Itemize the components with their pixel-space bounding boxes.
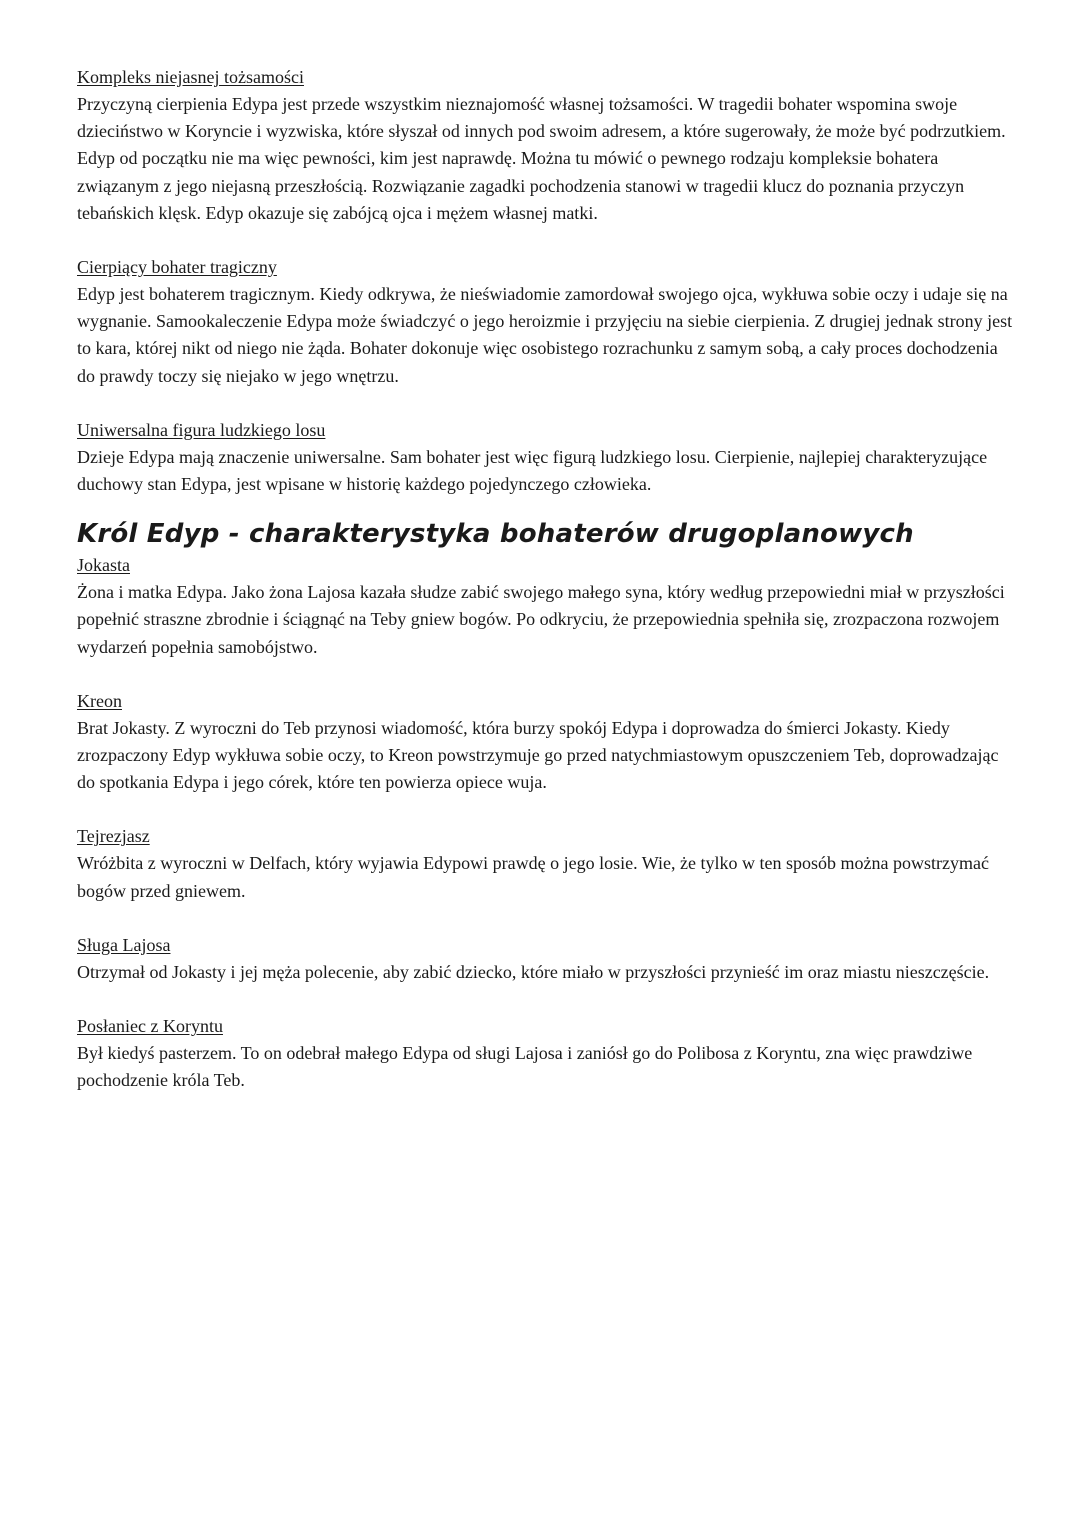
character-heading: Posłaniec z Koryntu bbox=[77, 1016, 223, 1037]
section-universal-figure bbox=[77, 417, 1017, 498]
section-tragic-hero bbox=[77, 254, 1017, 390]
character-text: Był kiedyś pasterzem. To on odebrał małego Edypa od sługi Lajosa i zaniósł go do Polibosa z Koryntu, zna więc prawdziwe pochodzenie króla Teb. bbox=[77, 1043, 973, 1091]
character-text: Żona i matka Edypa. Jako żona Lajosa kazała słudze zabić swojego małego syna, który według przepowiedni miał w przyszłości popełnić straszne zbrodnie i ściągnąć na Teby gniew bogów. Po odkryciu, że przepowiednia spełniła się, zrozpaczona rozwojem wydarzeń popełnia samobójstwo. bbox=[77, 582, 1005, 657]
spacer bbox=[77, 390, 1017, 417]
document-page bbox=[77, 64, 1017, 1094]
spacer bbox=[77, 796, 1017, 823]
spacer bbox=[77, 986, 1017, 1013]
spacer bbox=[77, 905, 1017, 932]
character-kreon bbox=[77, 688, 1017, 797]
section-heading: Uniwersalna figura ludzkiego losu bbox=[77, 419, 326, 440]
secondary-characters-title: Król Edyp - charakterystyka bohaterów drugoplanowych bbox=[77, 519, 914, 550]
character-text: Otrzymał od Jokasty i jej męża polecenie, aby zabić dziecko, które miało w przyszłości przynieść im oraz miastu nieszczęście. bbox=[77, 961, 990, 982]
character-jokasta bbox=[77, 552, 1017, 661]
spacer bbox=[77, 661, 1017, 688]
character-heading: Tejrezjasz bbox=[77, 826, 150, 847]
spacer bbox=[77, 227, 1017, 254]
character-heading: Jokasta bbox=[77, 555, 130, 576]
section-heading: Cierpiący bohater tragiczny bbox=[77, 257, 277, 278]
section-text: Przyczyną cierpienia Edypa jest przede wszystkim nieznajomość własnej tożsamości. W tragedii bohater wspomina swoje dzieciństwo w Koryncie i wyzwiska, które słyszał od innych pod swoim adresem, a które sugerowały, że może być podrzutkiem. Edyp od początku nie ma więc pewności, kim jest naprawdę. Można tu mówić o pewnego rodzaju kompleksie bohatera związanym z jego niejasną przeszłością. Rozwiązanie zagadki pochodzenia stanowi w tragedii klucz do poznania przyczyn tebańskich klęsk. Edyp okazuje się zabójcą ojca i mężem własnej matki. bbox=[77, 94, 1006, 223]
section-text: Dzieje Edypa mają znaczenie uniwersalne. Sam bohater jest więc figurą ludzkiego losu. Cierpienie, najlepiej charakteryzujące duchowy stan Edypa, jest wpisane w historię każdego pojedynczego człowieka. bbox=[77, 446, 988, 495]
character-heading: Kreon bbox=[77, 690, 122, 711]
character-text: Wróżbita z wyroczni w Delfach, który wyjawia Edypowi prawdę o jego losie. Wie, że tylko w ten sposób można powstrzymać bogów przed gniewem. bbox=[77, 853, 989, 901]
character-poslaniec bbox=[77, 1013, 1017, 1094]
section-text: Edyp jest bohaterem tragicznym. Kiedy odkrywa, że nieświadomie zamordował swojego ojca, wykłuwa sobie oczy i udaje się na wygnanie. Samookaleczenie Edypa może świadczyć o jego heroizmie i przyjęciu na siebie cierpienia. Z drugiej jednak strony jest to kara, której nikt od niego nie żąda. Bohater dokonuje więc osobistego rozrachunku z samym sobą, a cały proces dochodzenia do prawdy toczy się niejako w jego wnętrzu. bbox=[77, 284, 1013, 386]
character-text: Brat Jokasty. Z wyroczni do Teb przynosi wiadomość, która burzy spokój Edypa i doprowadza do śmierci Jokasty. Kiedy zrozpaczony Edyp wykłuwa sobie oczy, to Kreon powstrzymuje go przed natychmiastowym opuszczeniem Teb, doprowadzając do spotkania Edypa i jego córek, które ten powierza opiece wuja. bbox=[77, 717, 999, 793]
character-tejrezjasz bbox=[77, 823, 1017, 904]
character-sluga-lajosa bbox=[77, 932, 1017, 986]
section-heading: Kompleks niejasnej tożsamości bbox=[77, 67, 304, 87]
section-identity bbox=[77, 64, 1017, 227]
character-heading: Sługa Lajosa bbox=[77, 934, 171, 955]
